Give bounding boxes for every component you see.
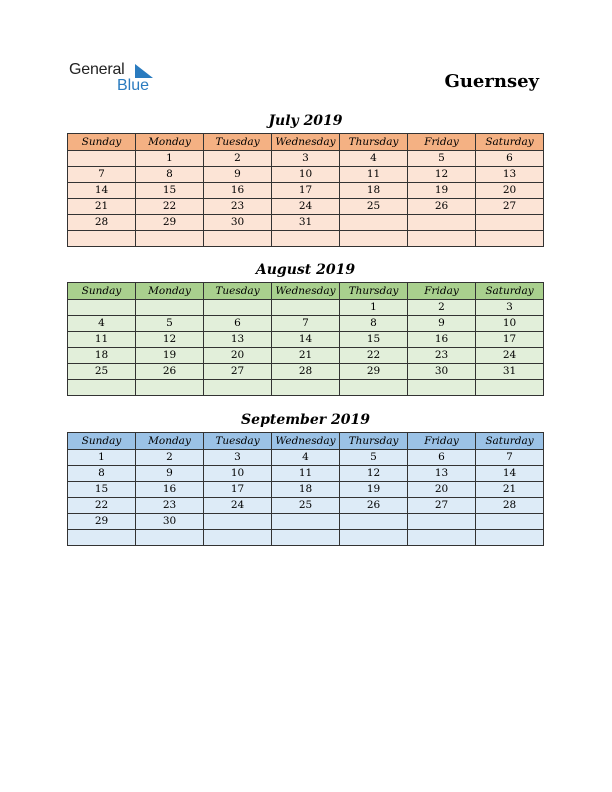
weekday-header: Tuesday: [204, 283, 272, 300]
day-cell: 3: [476, 300, 544, 316]
day-cell: 1: [340, 300, 408, 316]
weekday-header: Sunday: [68, 433, 136, 450]
month-title: July 2019: [268, 113, 343, 129]
day-cell: [476, 514, 544, 530]
week-row: [68, 530, 544, 546]
day-cell: [204, 300, 272, 316]
day-cell: [204, 380, 272, 396]
day-cell: 18: [272, 482, 340, 498]
day-cell: [68, 380, 136, 396]
day-cell: 5: [408, 151, 476, 167]
day-cell: 22: [136, 199, 204, 215]
weekday-header-row: [68, 283, 544, 300]
day-cell: 27: [408, 498, 476, 514]
logo-blue-text: Blue: [117, 77, 150, 94]
day-cell: 2: [136, 450, 204, 466]
day-cell: 30: [136, 514, 204, 530]
day-cell: 31: [272, 215, 340, 231]
day-cell: [340, 514, 408, 530]
weekday-header: Saturday: [476, 433, 544, 450]
day-cell: 16: [136, 482, 204, 498]
day-cell: 1: [136, 151, 204, 167]
day-cell: 6: [204, 316, 272, 332]
day-cell: 8: [136, 167, 204, 183]
day-cell: 20: [408, 482, 476, 498]
day-cell: 28: [272, 364, 340, 380]
day-cell: [68, 300, 136, 316]
week-row: [68, 364, 544, 380]
day-cell: 2: [408, 300, 476, 316]
day-cell: [272, 530, 340, 546]
week-row: [68, 498, 544, 514]
day-cell: 3: [204, 450, 272, 466]
month-title: August 2019: [255, 262, 356, 278]
day-cell: 10: [476, 316, 544, 332]
day-cell: [476, 231, 544, 247]
calendar-table: [67, 282, 544, 396]
weekday-header: Sunday: [68, 134, 136, 151]
logo: [69, 61, 159, 97]
day-cell: 25: [340, 199, 408, 215]
day-cell: [408, 530, 476, 546]
month-september: [67, 411, 544, 546]
day-cell: 11: [340, 167, 408, 183]
day-cell: 14: [476, 466, 544, 482]
weekday-header: Sunday: [68, 283, 136, 300]
day-cell: 15: [136, 183, 204, 199]
day-cell: [68, 151, 136, 167]
day-cell: 29: [340, 364, 408, 380]
day-cell: [340, 530, 408, 546]
day-cell: 30: [204, 215, 272, 231]
weekday-header: Friday: [408, 283, 476, 300]
day-cell: 23: [408, 348, 476, 364]
day-cell: 25: [272, 498, 340, 514]
day-cell: [476, 530, 544, 546]
day-cell: 1: [68, 450, 136, 466]
day-cell: 8: [68, 466, 136, 482]
week-row: [68, 514, 544, 530]
weekday-header: Wednesday: [272, 283, 340, 300]
day-cell: [68, 231, 136, 247]
day-cell: 6: [408, 450, 476, 466]
weekday-header-row: [68, 134, 544, 151]
week-row: [68, 215, 544, 231]
week-row: [68, 348, 544, 364]
calendar-table: [67, 133, 544, 247]
day-cell: 9: [408, 316, 476, 332]
day-cell: [408, 231, 476, 247]
weekday-header: Friday: [408, 134, 476, 151]
day-cell: 27: [204, 364, 272, 380]
day-cell: 9: [136, 466, 204, 482]
day-cell: 17: [272, 183, 340, 199]
day-cell: [136, 380, 204, 396]
day-cell: [476, 380, 544, 396]
month-title: September 2019: [241, 412, 370, 428]
day-cell: [272, 380, 340, 396]
day-cell: 28: [68, 215, 136, 231]
day-cell: 18: [68, 348, 136, 364]
weekday-header: Saturday: [476, 134, 544, 151]
day-cell: 19: [408, 183, 476, 199]
day-cell: [204, 514, 272, 530]
day-cell: 27: [476, 199, 544, 215]
day-cell: 12: [340, 466, 408, 482]
day-cell: [476, 215, 544, 231]
day-cell: 26: [340, 498, 408, 514]
day-cell: 24: [476, 348, 544, 364]
day-cell: 22: [340, 348, 408, 364]
day-cell: 16: [408, 332, 476, 348]
weekday-header: Tuesday: [204, 433, 272, 450]
weekday-header: Wednesday: [272, 134, 340, 151]
weekday-header: Monday: [136, 134, 204, 151]
day-cell: [272, 231, 340, 247]
day-cell: 17: [476, 332, 544, 348]
day-cell: 10: [272, 167, 340, 183]
day-cell: 21: [68, 199, 136, 215]
day-cell: 20: [476, 183, 544, 199]
weekday-header: Friday: [408, 433, 476, 450]
day-cell: [408, 514, 476, 530]
day-cell: [408, 215, 476, 231]
day-cell: [136, 530, 204, 546]
day-cell: 8: [340, 316, 408, 332]
week-row: [68, 300, 544, 316]
day-cell: [408, 380, 476, 396]
day-cell: 19: [340, 482, 408, 498]
logo-general-text: General: [69, 61, 125, 78]
week-row: [68, 199, 544, 215]
day-cell: 20: [204, 348, 272, 364]
country-title: Guernsey: [444, 71, 539, 92]
month-august: [67, 261, 544, 396]
weekday-header: Saturday: [476, 283, 544, 300]
day-cell: 12: [408, 167, 476, 183]
day-cell: [272, 300, 340, 316]
day-cell: 5: [136, 316, 204, 332]
day-cell: 14: [272, 332, 340, 348]
day-cell: 31: [476, 364, 544, 380]
day-cell: 29: [136, 215, 204, 231]
day-cell: 13: [408, 466, 476, 482]
day-cell: 22: [68, 498, 136, 514]
week-row: [68, 466, 544, 482]
day-cell: [340, 215, 408, 231]
day-cell: 7: [272, 316, 340, 332]
day-cell: 21: [476, 482, 544, 498]
day-cell: 10: [204, 466, 272, 482]
day-cell: 23: [136, 498, 204, 514]
day-cell: 4: [340, 151, 408, 167]
day-cell: 13: [476, 167, 544, 183]
logo-triangle-icon: [135, 64, 153, 78]
weekday-header: Thursday: [340, 134, 408, 151]
day-cell: 28: [476, 498, 544, 514]
day-cell: 15: [68, 482, 136, 498]
day-cell: 19: [136, 348, 204, 364]
week-row: [68, 332, 544, 348]
day-cell: 2: [204, 151, 272, 167]
day-cell: 4: [68, 316, 136, 332]
week-row: [68, 167, 544, 183]
week-row: [68, 450, 544, 466]
day-cell: 24: [272, 199, 340, 215]
weekday-header: Thursday: [340, 433, 408, 450]
day-cell: 17: [204, 482, 272, 498]
day-cell: 25: [68, 364, 136, 380]
day-cell: 7: [68, 167, 136, 183]
day-cell: [68, 530, 136, 546]
week-row: [68, 482, 544, 498]
day-cell: [204, 231, 272, 247]
month-july: [67, 112, 544, 247]
day-cell: 11: [68, 332, 136, 348]
day-cell: 14: [68, 183, 136, 199]
weekday-header: Wednesday: [272, 433, 340, 450]
day-cell: 30: [408, 364, 476, 380]
week-row: [68, 231, 544, 247]
day-cell: 6: [476, 151, 544, 167]
day-cell: 29: [68, 514, 136, 530]
day-cell: 23: [204, 199, 272, 215]
weekday-header: Monday: [136, 433, 204, 450]
weekday-header-row: [68, 433, 544, 450]
week-row: [68, 183, 544, 199]
day-cell: 9: [204, 167, 272, 183]
day-cell: 13: [204, 332, 272, 348]
week-row: [68, 380, 544, 396]
calendar-table: [67, 432, 544, 546]
week-row: [68, 151, 544, 167]
weekday-header: Thursday: [340, 283, 408, 300]
day-cell: 12: [136, 332, 204, 348]
day-cell: 24: [204, 498, 272, 514]
weekday-header: Tuesday: [204, 134, 272, 151]
day-cell: 21: [272, 348, 340, 364]
day-cell: [272, 514, 340, 530]
day-cell: 15: [340, 332, 408, 348]
day-cell: 3: [272, 151, 340, 167]
day-cell: [136, 300, 204, 316]
day-cell: [204, 530, 272, 546]
day-cell: [340, 231, 408, 247]
day-cell: 26: [136, 364, 204, 380]
week-row: [68, 316, 544, 332]
day-cell: 18: [340, 183, 408, 199]
day-cell: 16: [204, 183, 272, 199]
day-cell: 5: [340, 450, 408, 466]
day-cell: 7: [476, 450, 544, 466]
day-cell: 11: [272, 466, 340, 482]
day-cell: [340, 380, 408, 396]
day-cell: [136, 231, 204, 247]
day-cell: 26: [408, 199, 476, 215]
day-cell: 4: [272, 450, 340, 466]
weekday-header: Monday: [136, 283, 204, 300]
